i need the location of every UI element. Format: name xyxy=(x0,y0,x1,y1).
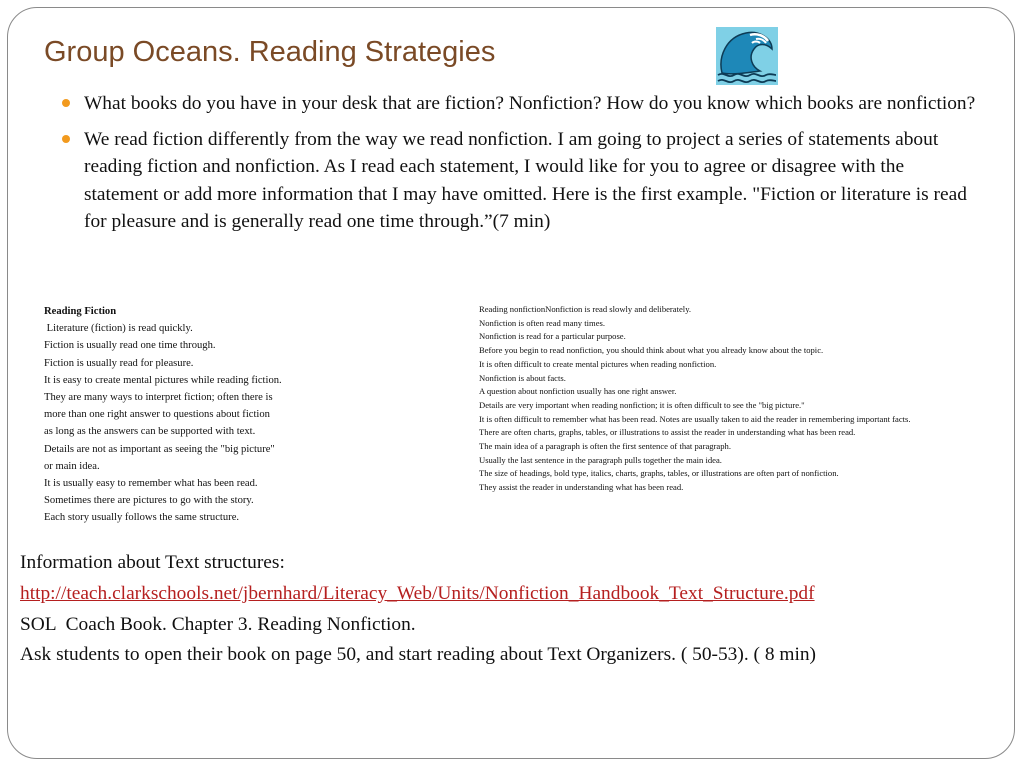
fiction-column xyxy=(44,303,344,527)
text-structures-link[interactable]: http://teach.clarkschools.net/jbernhard/Literacy_Web/Units/Nonfiction_Handbook_Text_Structure.pdf xyxy=(20,582,815,604)
fiction-line: It is easy to create mental pictures while reading fiction. xyxy=(44,374,282,386)
nonfiction-line: Before you begin to read nonfiction, you should think about what you already know about the topic. xyxy=(479,345,824,356)
bullet-text: We read fiction differently from the way we read nonfiction. I am going to project a series of statements about reading fiction and nonfiction. As I read each statement, I would like for you to agree or disagree with the statement or add more information that I may have omitted. Here is the first example. "Fiction or literature is read for pleasure and is generally read one time through.”(7 min) xyxy=(84,128,967,232)
fiction-line: Sometimes there are pictures to go with the story. xyxy=(44,495,254,507)
bullet-dot-icon xyxy=(62,99,70,107)
nonfiction-line: The main idea of a paragraph is often the first sentence of that paragraph. xyxy=(479,441,731,452)
nonfiction-line: Details are very important when reading nonfiction; it is often difficult to see the "big picture." xyxy=(479,399,805,410)
nonfiction-line: Nonfiction is read for a particular purpose. xyxy=(479,331,626,342)
fiction-line: They are many ways to interpret fiction; often there is xyxy=(44,392,273,404)
nonfiction-line: It is often difficult to create mental pictures when reading nonfiction. xyxy=(479,358,717,369)
nonfiction-line: Reading nonfictionNonfiction is read slowly and deliberately. xyxy=(479,304,692,314)
fiction-line: or main idea. xyxy=(44,460,100,472)
info-label: Information about Text structures: xyxy=(20,552,285,573)
instruction-text: Ask students to open their book on page 50, and start reading about Text Organizers. ( 50-53). ( 8 min) xyxy=(20,644,816,666)
fiction-line: Each story usually follows the same structure. xyxy=(44,512,240,524)
coach-book-text: SOL Coach Book. Chapter 3. Reading Nonfiction. xyxy=(20,613,416,635)
nonfiction-line: There are often charts, graphs, tables, or illustrations to assist the reader in understanding what has been read. xyxy=(479,427,856,438)
bullet-item xyxy=(62,126,977,236)
info-section xyxy=(20,548,990,671)
fiction-line: Fiction is usually read for pleasure. xyxy=(44,357,194,369)
nonfiction-line: Nonfiction is often read many times. xyxy=(479,317,606,328)
fiction-line: as long as the answers can be supported with text. xyxy=(44,426,256,438)
fiction-heading: Reading Fiction xyxy=(44,306,117,317)
nonfiction-line: Usually the last sentence in the paragraph pulls together the main idea. xyxy=(479,454,722,465)
bullet-list xyxy=(62,90,977,244)
fiction-line: Literature (fiction) is read quickly. xyxy=(44,323,193,335)
nonfiction-line: The size of headings, bold type, italics, charts, graphs, tables, or illustrations are often part of nonfiction. xyxy=(479,468,839,479)
fiction-line: It is usually easy to remember what has been read. xyxy=(44,478,258,490)
bullet-text: What books do you have in your desk that are fiction? Nonfiction? How do you know which books are nonfiction? xyxy=(84,93,976,114)
nonfiction-line: It is often difficult to remember what has been read. Notes are usually taken to aid the reader in remembering important facts. xyxy=(479,413,911,424)
fiction-line: Fiction is usually read one time through. xyxy=(44,340,216,352)
nonfiction-line: They assist the reader in understanding what has been read. xyxy=(479,482,684,493)
fiction-line: more than one right answer to questions about fiction xyxy=(44,409,270,421)
wave-icon xyxy=(716,27,778,85)
nonfiction-line: A question about nonfiction usually has one right answer. xyxy=(479,386,677,397)
bullet-item xyxy=(62,90,977,118)
nonfiction-line: Nonfiction is about facts. xyxy=(479,372,566,383)
fiction-line: Details are not as important as seeing the "big picture" xyxy=(44,443,275,455)
nonfiction-column xyxy=(479,303,919,495)
slide-title: Group Oceans. Reading Strategies xyxy=(44,36,496,68)
bullet-dot-icon xyxy=(62,135,70,143)
